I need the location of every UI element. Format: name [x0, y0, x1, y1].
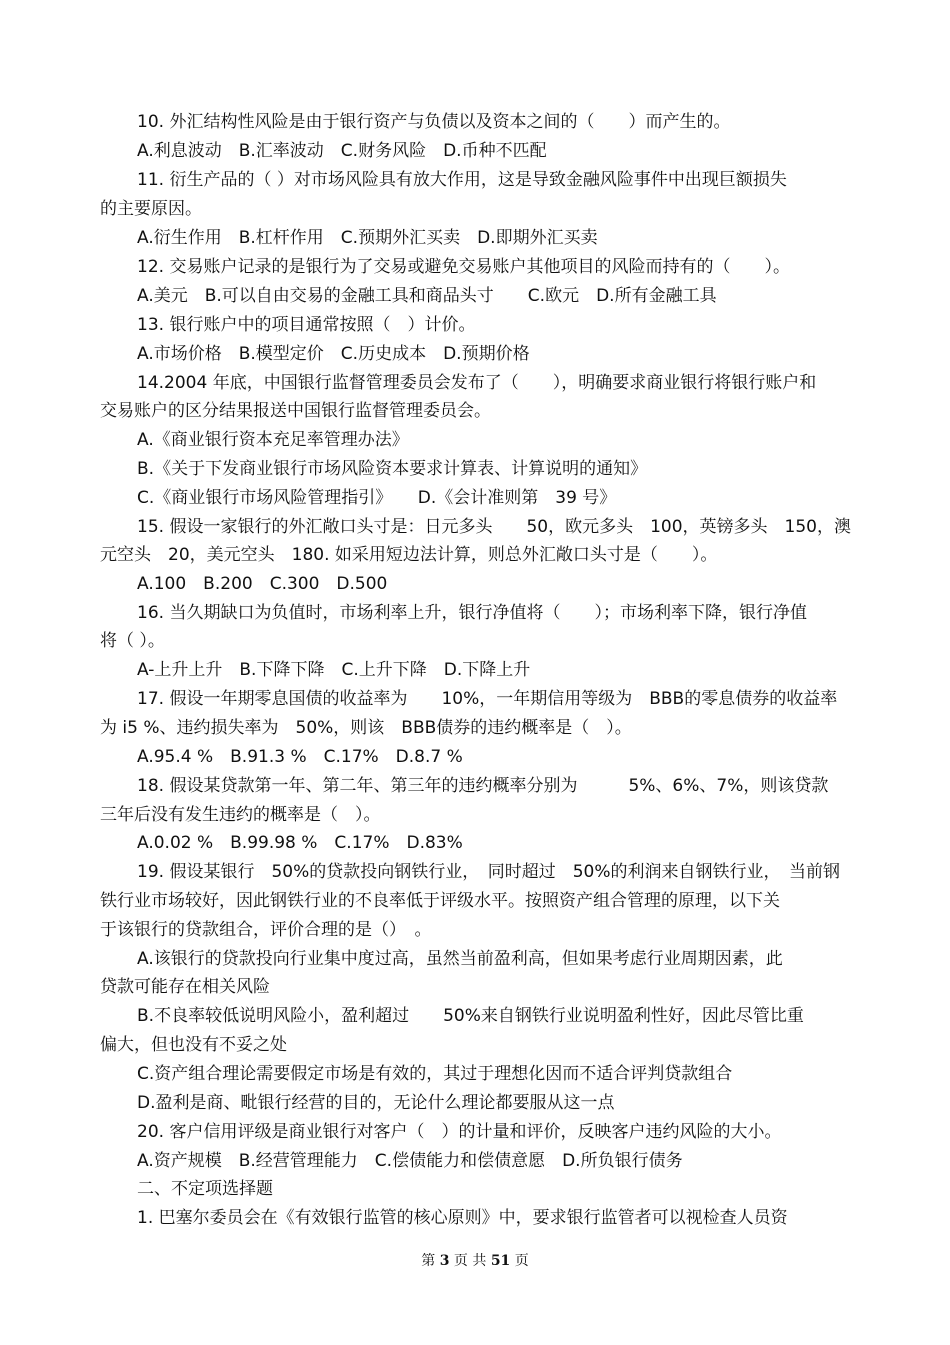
- line-06: 12. 交易账户记录的是银行为了交易或避免交易账户其他项目的风险而持有的（ ）。: [137, 257, 790, 277]
- line-22: 为 i5 %、违约损失率为 50%，则该 BBB债券的违约概率是（ ）。: [100, 718, 632, 738]
- line-37: A.资产规模 B.经营管理能力 C.偿债能力和偿债意愿 D.所负银行债务: [137, 1151, 683, 1171]
- line-20: A-上升上升 B.下降下降 C.上升下降 D.下降上升: [137, 660, 531, 680]
- footer-total-pages: 51: [490, 1253, 511, 1269]
- line-21: 17. 假设一年期零息国债的收益率为 10%，一年期信用等级为 BBB的零息债券的收益率: [137, 689, 838, 709]
- line-07: A.美元 B.可以自由交易的金融工具和商品头寸 C.欧元 D.所有金融工具: [137, 286, 717, 306]
- line-08: 13. 银行账户中的项目通常按照（ ）计价。: [137, 315, 476, 335]
- line-35: D.盈利是商、毗银行经营的目的，无论什么理论都要服从这一点: [137, 1093, 615, 1113]
- line-36: 20. 客户信用评级是商业银行对客户（ ）的计量和评价，反映客户违约风险的大小。: [137, 1122, 782, 1142]
- line-26: A.0.02 % B.99.98 % C.17% D.83%: [137, 833, 463, 853]
- line-28: 铁行业市场较好，因此钢铁行业的不良率低于评级水平。按照资产组合管理的原理，以下关: [100, 891, 780, 911]
- line-34: C.资产组合理论需要假定市场是有效的，其过于理想化因而不适合评判贷款组合: [137, 1064, 733, 1084]
- line-24: 18. 假设某贷款第一年、第二年、第三年的违约概率分别为 5%、6%、7%，则该贷款: [137, 776, 829, 796]
- footer-page-number: 3: [439, 1253, 450, 1269]
- line-39: 1. 巴塞尔委员会在《有效银行监管的核心原则》中，要求银行监管者可以视检查人员资: [137, 1208, 788, 1228]
- line-14: C.《商业银行市场风险管理指引》 D.《会计准则第 39 号》: [137, 488, 617, 508]
- line-09: A.市场价格 B.模型定价 C.历史成本 D.预期价格: [137, 344, 530, 364]
- footer-middle: 页 共: [453, 1253, 487, 1269]
- line-05: A.衍生作用 B.杠杆作用 C.预期外汇买卖 D.即期外汇买卖: [137, 228, 598, 248]
- page-footer: [0, 1250, 950, 1270]
- line-31: 贷款可能存在相关风险: [100, 977, 270, 997]
- line-38: 二、不定项选择题: [137, 1179, 273, 1199]
- line-11: 交易账户的区分结果报送中国银行监督管理委员会。: [100, 401, 491, 421]
- line-18: 16. 当久期缺口为负值时，市场利率上升，银行净值将（ ）；市场利率下降，银行净值: [137, 603, 807, 623]
- line-30: A.该银行的贷款投向行业集中度过高，虽然当前盈利高，但如果考虑行业周期因素，此: [137, 949, 783, 969]
- line-19: 将（ ）。: [100, 631, 165, 651]
- line-23: A.95.4 % B.91.3 % C.17% D.8.7 %: [137, 747, 463, 767]
- line-15: 15. 假设一家银行的外汇敞口头寸是：日元多头 50，欧元多头 100，英镑多头 150，澳: [137, 517, 851, 537]
- line-16: 元空头 20，美元空头 180. 如采用短边法计算，则总外汇敞口头寸是（ ）。: [100, 545, 718, 565]
- line-25: 三年后没有发生违约的概率是（ ）。: [100, 805, 381, 825]
- line-04: 的主要原因。: [100, 199, 202, 219]
- line-03: 11. 衍生产品的（ ）对市场风险具有放大作用，这是导致金融风险事件中出现巨额损失: [137, 170, 787, 190]
- line-13: B.《关于下发商业银行市场风险资本要求计算表、计算说明的通知》: [137, 459, 648, 479]
- line-01: 10. 外汇结构性风险是由于银行资产与负债以及资本之间的（ ）而产生的。: [137, 112, 731, 132]
- line-27: 19. 假设某银行 50%的贷款投向钢铁行业， 同时超过 50%的利润来自钢铁行业， 当前钢: [137, 862, 841, 882]
- line-33: 偏大，但也没有不妥之处: [100, 1035, 287, 1055]
- line-29: 于该银行的贷款组合，评价合理的是（） 。: [100, 920, 432, 940]
- footer-prefix: 第: [421, 1253, 436, 1269]
- line-12: A.《商业银行资本充足率管理办法》: [137, 430, 409, 450]
- line-10: 14.2004 年底，中国银行监督管理委员会发布了（ ），明确要求商业银行将银行账户和: [137, 373, 817, 393]
- line-17: A.100 B.200 C.300 D.500: [137, 574, 388, 594]
- line-02: A.利息波动 B.汇率波动 C.财务风险 D.币种不匹配: [137, 141, 547, 161]
- line-32: B.不良率较低说明风险小，盈利超过 50%来自钢铁行业说明盈利性好，因此尽管比重: [137, 1006, 804, 1026]
- footer-suffix: 页: [514, 1253, 529, 1269]
